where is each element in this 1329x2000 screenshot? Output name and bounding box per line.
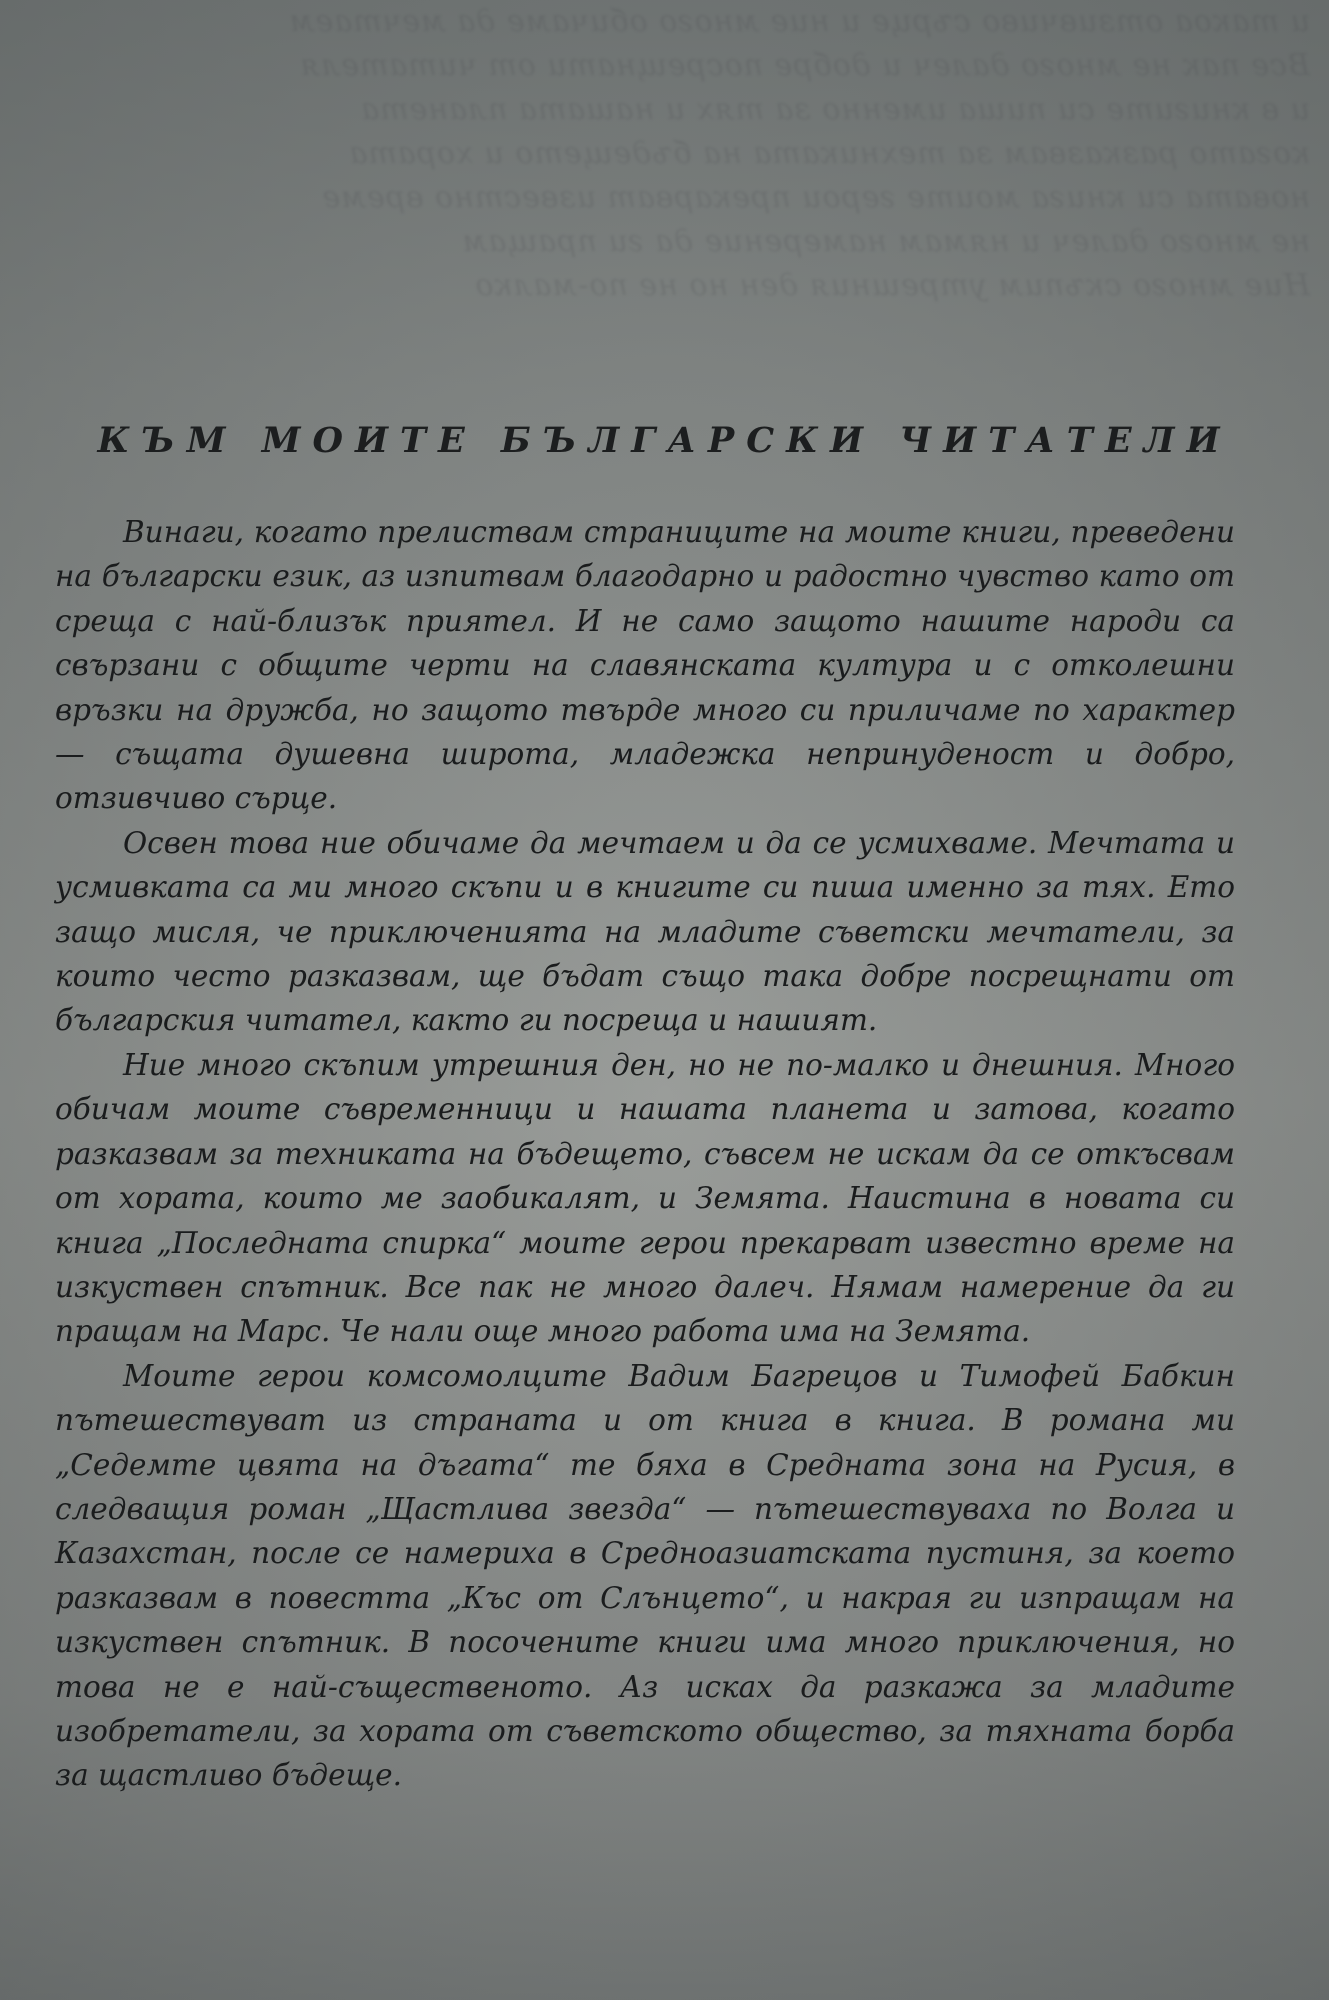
paragraph-4: Моите герои комсомолците Вадим Багрецов и Тимофей Бабкин пътешествуват из страната и от книга в книга. В романа ми „Седемте цвята на дъгата“ те бяха в Средната зона на Русия, в следващия роман „Щастлива звезда“ — пътешествуваха по Волга и Казахстан, после се намериха в Средноазиатската пустиня, за което разказвам в повестта „Къс от Слънцето“, и накрая ги изпращам на изкуствен спътник. В посочените книги има много приключения, но това не е най-същественото. Аз исках да разкажа за младите изобретатели, за хората от съветското общество, за тяхната борба за щастливо бъдеще.: [55, 1358, 1235, 1793]
body-text: [55, 510, 1235, 1798]
paragraph-1: Винаги, когато прелиствам страниците на моите книги, преведени на български език, аз изпитвам благодарно и радостно чувство като от среща с най-близък приятел. И не само защото нашите народи са свързани с общите черти на славянската култура и с отколешни връзки на дружба, но защото твърде много си приличаме по характер — същата душевна широта, младежка непринуденост и добро, отзивчиво сърце.: [55, 515, 1235, 816]
paragraph-3: Ние много скъпим утрешния ден, но не по-малко и днешния. Много обичам моите съвременници и нашата планета и затова, когато разказвам за техниката на бъдещето, съвсем не искам да се откъсвам от хората, които ме заобикалят, и Земята. Наистина в новата си книга „Последната спирка“ моите герои прекарват известно време на изкуствен спътник. Все пак не много далеч. Нямам намерение да ги пращам на Марс. Че нали още много работа има на Земята.: [55, 1047, 1235, 1349]
paragraph-2: Освен това ние обичаме да мечтаем и да се усмихваме. Мечтата и усмивката са ми много скъпи и в книгите си пиша именно за тях. Ето защо мисля, че приключенията на младите съветски мечтатели, за които често разказвам, ще бъдат също така добре посрещнати от българския читател, както ги посреща и нашият.: [55, 825, 1235, 1038]
page-title: КЪМ МОИТЕ БЪЛГАРСКИ ЧИТАТЕЛИ: [97, 420, 1232, 461]
show-through-text: и такоа отзивчиво сърце и ние много обичаме да мечтаем Все пак не много далеч и добре посрещнати от читателя и в книгите си пиша именно за тях и нашата планета когато разказвам за техниката на бъдещето и хората новата си книга моите герои прекарват известно време не много далеч и нямам намерение да ги пращам Ние много скъпим утрешния ден но не по-малко: [288, 4, 1310, 303]
